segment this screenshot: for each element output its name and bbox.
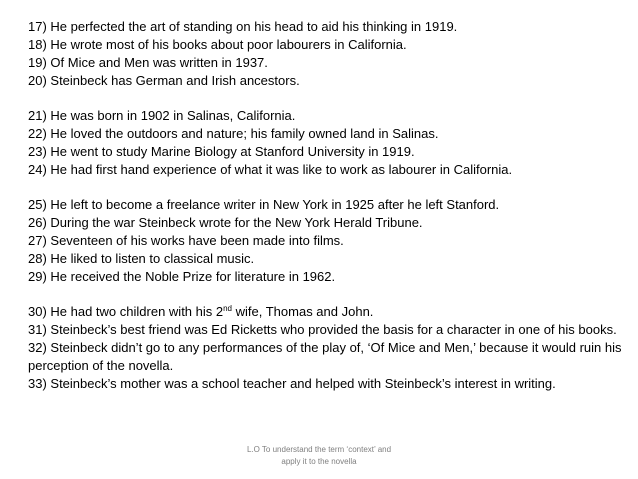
- fact-31: 31) Steinbeck’s best friend was Ed Ricketts who provided the basis for a character in one of his books.: [28, 322, 617, 337]
- fact-30-superscript: nd: [223, 304, 233, 313]
- facts-group-3: [28, 196, 632, 286]
- facts-group-4: [28, 303, 632, 393]
- fact-30-text-end: wife, Thomas and John.: [232, 304, 374, 319]
- footer-line-2: apply it to the novella: [281, 457, 357, 466]
- fact-24: 24) He had first hand experience of what it was like to work as labourer in California.: [28, 162, 513, 177]
- fact-20: 20) Steinbeck has German and Irish ancestors.: [28, 73, 300, 88]
- fact-33: 33) Steinbeck’s mother was a school teacher and helped with Steinbeck’s interest in writing.: [28, 376, 556, 391]
- facts-list: [28, 18, 632, 410]
- fact-28: 28) He liked to listen to classical music.: [28, 251, 255, 266]
- fact-17: 17) He perfected the art of standing on his head to aid his thinking in 1919.: [28, 19, 458, 34]
- facts-group-1: [28, 18, 632, 90]
- fact-32: 32) Steinbeck didn’t go to any performances of the play of, ‘Of Mice and Men,’ because it would ruin his perception of the novella.: [28, 340, 622, 373]
- fact-21: 21) He was born in 1902 in Salinas, California.: [28, 108, 296, 123]
- fact-30-text: 30) He had two children with his 2: [28, 304, 224, 319]
- fact-23: 23) He went to study Marine Biology at Stanford University in 1919.: [28, 144, 415, 159]
- fact-25: 25) He left to become a freelance writer in New York in 1925 after he left Stanford.: [28, 197, 500, 212]
- fact-19: 19) Of Mice and Men was written in 1937.: [28, 55, 268, 70]
- facts-group-2: [28, 107, 632, 179]
- learning-objective-footer: [0, 444, 638, 468]
- fact-26: 26) During the war Steinbeck wrote for the New York Herald Tribune.: [28, 215, 423, 230]
- fact-29: 29) He received the Noble Prize for literature in 1962.: [28, 269, 336, 284]
- fact-22: 22) He loved the outdoors and nature; his family owned land in Salinas.: [28, 126, 439, 141]
- fact-27: 27) Seventeen of his works have been made into films.: [28, 233, 344, 248]
- fact-18: 18) He wrote most of his books about poor labourers in California.: [28, 37, 407, 52]
- footer-line-1: L.O To understand the term ‘context’ and: [246, 445, 392, 454]
- fact-30: [28, 303, 632, 321]
